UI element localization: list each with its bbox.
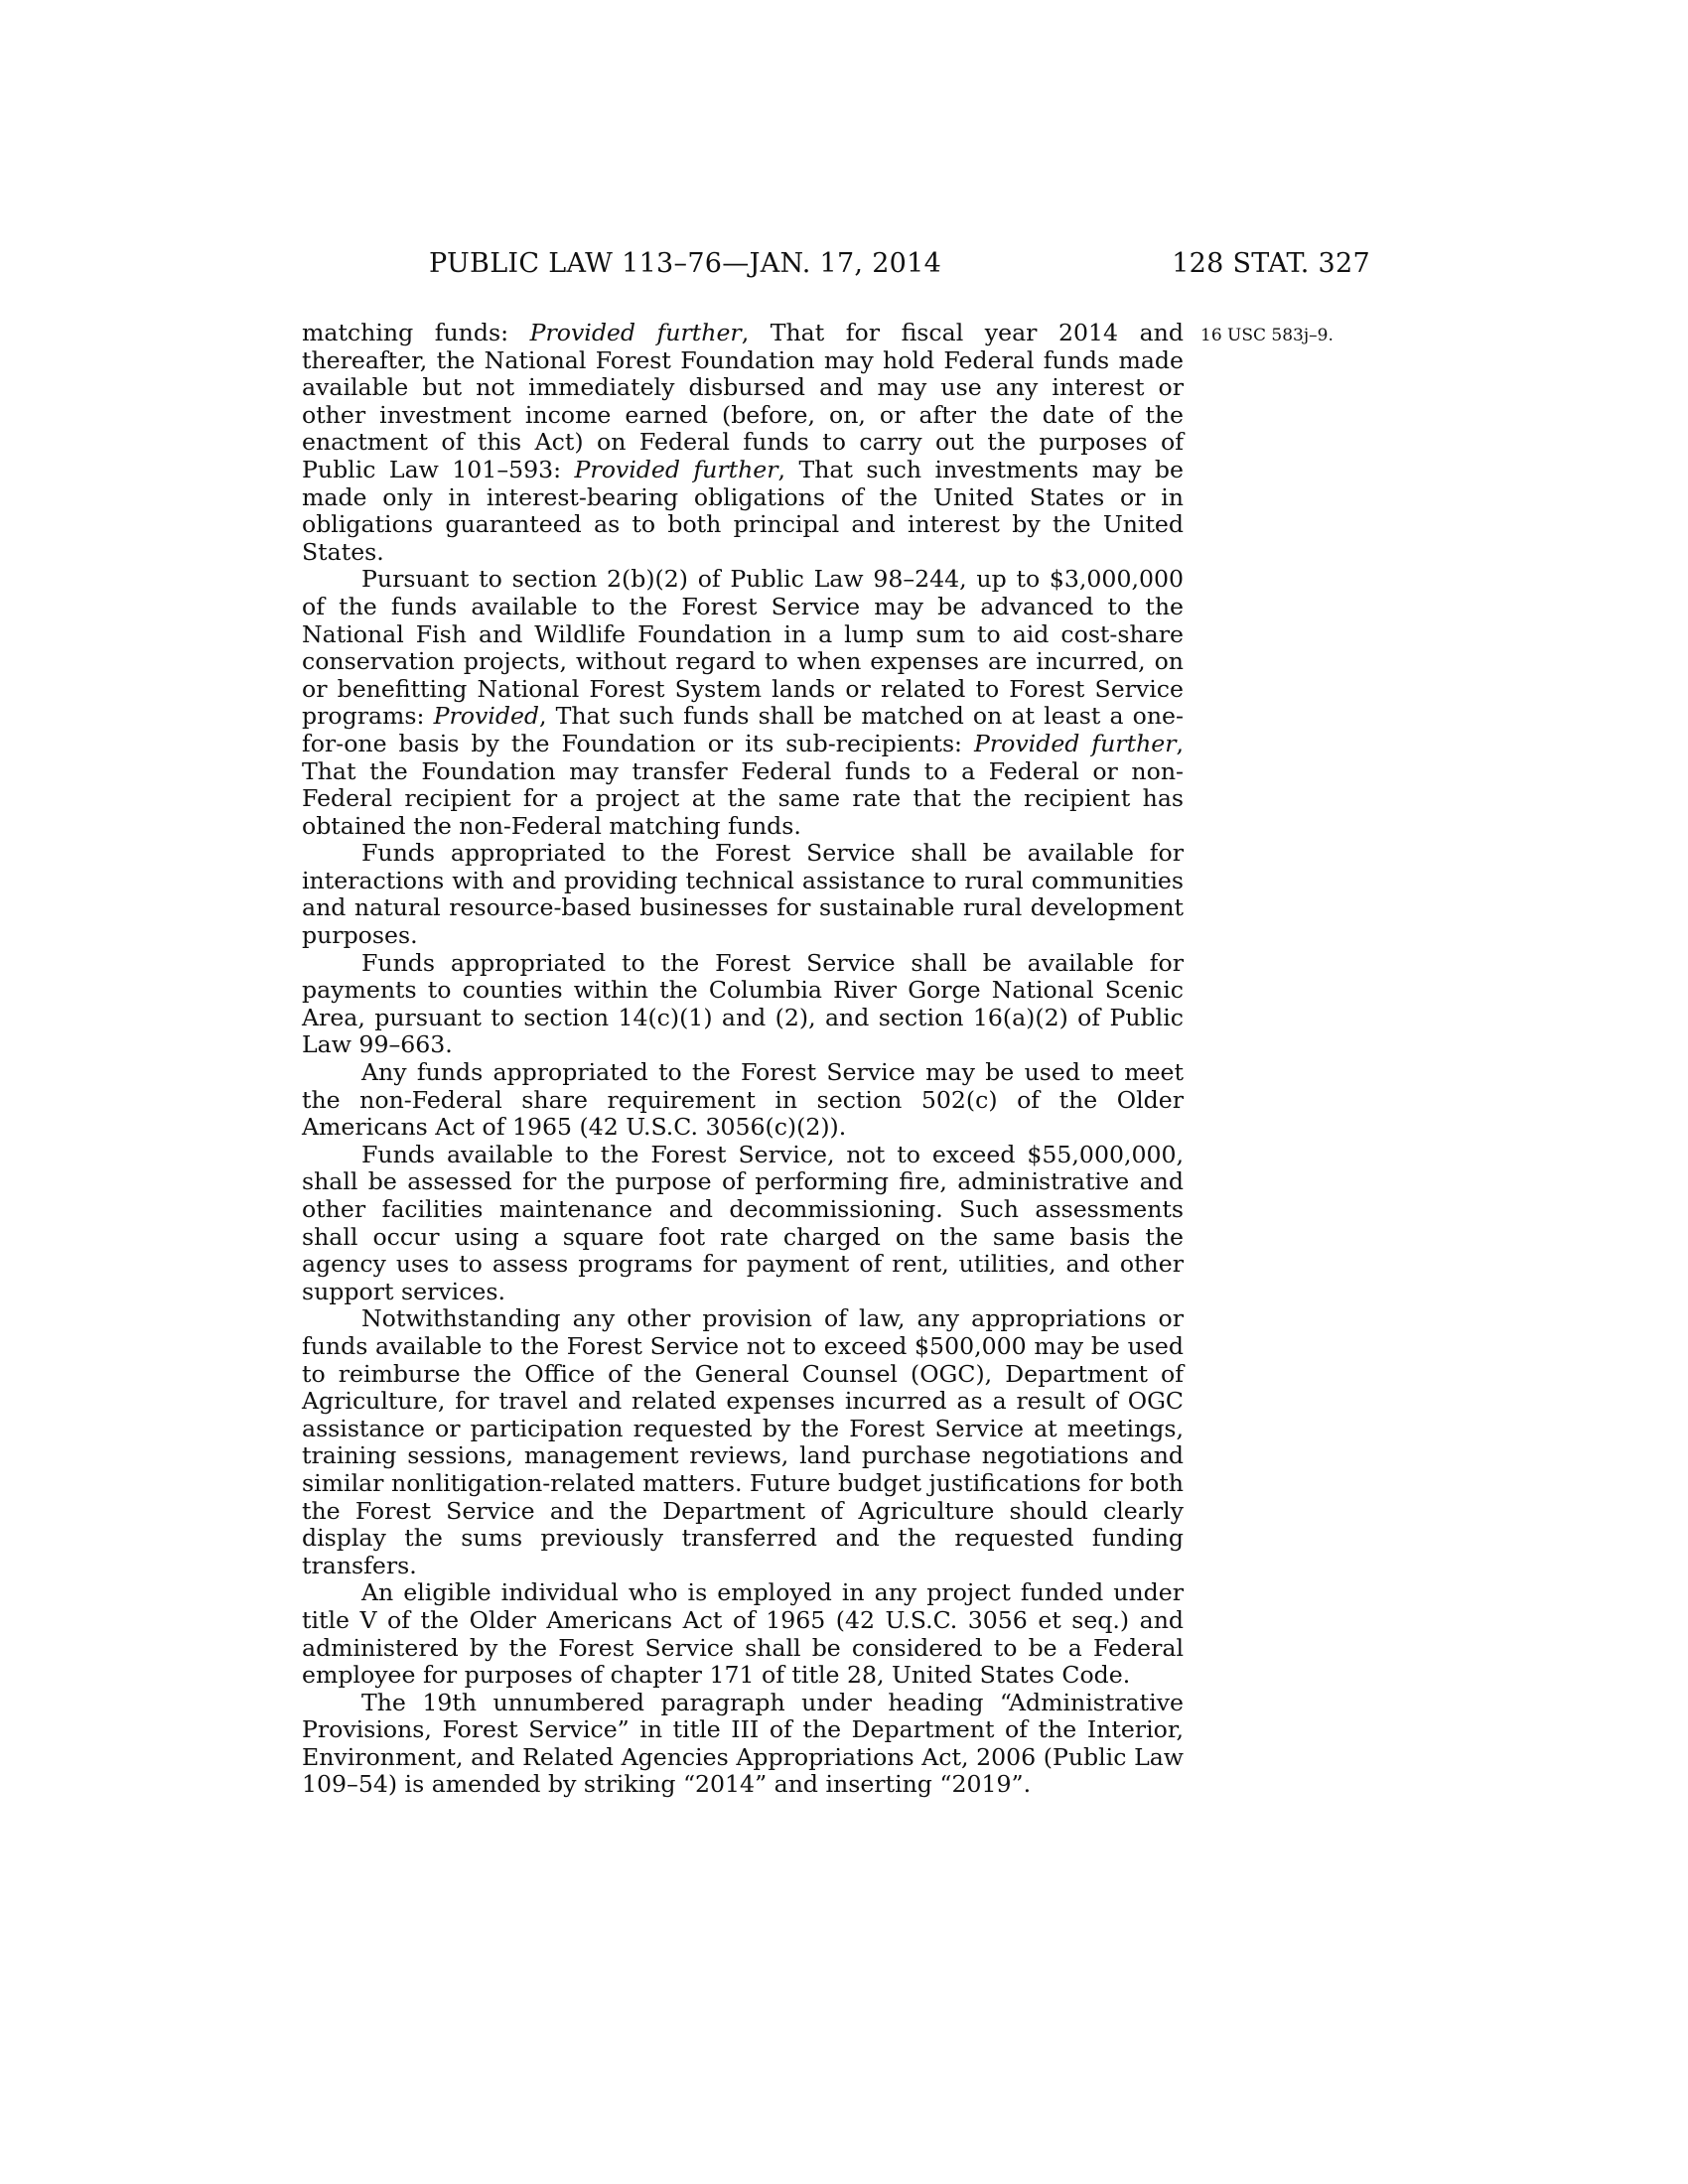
body-text (302, 320, 1184, 1799)
paragraph-text: , That such funds shall be matched on at least a one-for-one basis by the Foundation or its sub-recipients: (302, 702, 1184, 757)
body-paragraph (302, 840, 1184, 949)
body-paragraph (302, 1142, 1184, 1306)
body-paragraph (302, 320, 1184, 566)
paragraph-text: Notwithstanding any other provision of law, any appropriations or funds available to the Forest Service not to exceed $500,000 may be used to reimburse the Office of the General Counsel (OGC), Department of Agriculture, for travel and related expenses incurred as a result of OGC assistance or participation requested by the Forest Service at meetings, training sessions, management reviews, land purchase negotiations and similar nonlitigation-related matters. Future budget justifications for both the Forest Service and the Department of Agriculture should clearly display the sums previously transferred and the requested funding transfers. (302, 1304, 1184, 1579)
paragraph-text: matching funds: (302, 319, 530, 346)
italic-phrase: Provided further (574, 455, 778, 483)
italic-phrase: Provided (433, 702, 540, 731)
body-paragraph (302, 950, 1184, 1059)
paragraph-text: Funds appropriated to the Forest Service shall be available for payments to counties within the Columbia River Gorge National Scenic Area, pursuant to section 14(c)(1) and (2), and section 16(a)(2) of Public Law 99–663. (302, 948, 1184, 1059)
italic-phrase: Provided further (529, 319, 742, 346)
paragraph-text: , That such investments may be made only in interest-bearing obligations of the United States or in obligations guaranteed as to both principal and interest by the United States. (302, 455, 1184, 566)
body-paragraph (302, 1690, 1184, 1799)
paragraph-text: An eligible individual who is employed in any project funded under title V of the Older Americans Act of 1965 (42 U.S.C. 3056 et seq.) and administered by the Forest Service shall be considered to be a Federal employee for purposes of chapter 171 of title 28, United States Code. (302, 1578, 1184, 1690)
body-paragraph (302, 1059, 1184, 1142)
body-paragraph (302, 1305, 1184, 1579)
page-header (298, 248, 1370, 288)
running-head: PUBLIC LAW 113–76—JAN. 17, 2014 (429, 248, 942, 279)
paragraph-text: , That the Foundation may transfer Federal funds to a Federal or non-Federal recipient for a project at the same rate that the recipient has obtained the non-Federal matching funds. (302, 729, 1185, 840)
paragraph-text: Any funds appropriated to the Forest Service may be used to meet the non-Federal share requirement in section 502(c) of the Older Americans Act of 1965 (42 U.S.C. 3056(c)(2)). (302, 1058, 1184, 1142)
paragraph-text: Pursuant to section 2(b)(2) of Public Law 98–244, up to $3,000,000 of the funds available to the Forest Service may be advanced to the National Fish and Wildlife Foundation in a lump sum to aid cost-share conservation projects, without regard to when expenses are incurred, on or benefitting National Forest System lands or related to Forest Service programs: (302, 565, 1184, 731)
body-paragraph (302, 1579, 1184, 1689)
paragraph-text: The 19th unnumbered paragraph under heading “Administrative Provisions, Forest Service” in title III of the Department of the Interior, Environment, and Related Agencies Appropriations Act, 2006 (Public Law 109–54) is amended by striking “2014” and inserting “2019”. (302, 1688, 1184, 1799)
margin-note-usc: 16 USC 583j–9. (1200, 326, 1334, 345)
paragraph-text: , That for fiscal year 2014 and thereafter, the National Forest Foundation may hold Federal funds made available but not immediately disbursed and may use any interest or other investment income earned (before, on, or after the date of the enactment of this Act) on Federal funds to carry out the purposes of Public Law 101–593: (302, 319, 1184, 483)
stat-citation: 128 STAT. 327 (1172, 248, 1370, 279)
paragraph-text: Funds available to the Forest Service, not to exceed $55,000,000, shall be assessed for the purpose of performing fire, administrative and other facilities maintenance and decommissioning. Such assessments shall occur using a square foot rate charged on the same basis the agency uses to assess programs for payment of rent, utilities, and other support services. (302, 1140, 1184, 1305)
body-paragraph (302, 566, 1184, 840)
italic-phrase: Provided further (974, 729, 1177, 757)
paragraph-text: Funds appropriated to the Forest Service shall be available for interactions with and providing technical assistance to rural communities and natural resource-based businesses for sustainable rural development purposes. (302, 839, 1184, 950)
